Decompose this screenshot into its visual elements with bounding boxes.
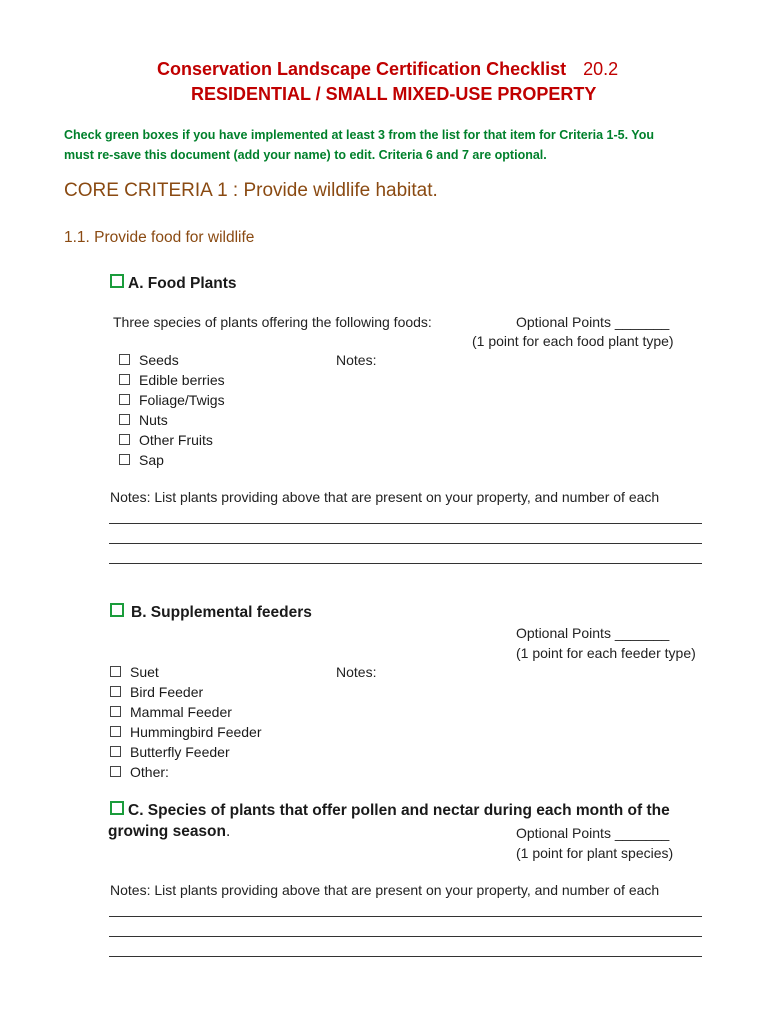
list-item[interactable] — [110, 682, 262, 702]
checkbox[interactable] — [119, 354, 130, 365]
checkbox[interactable] — [119, 374, 130, 385]
list-item[interactable] — [119, 350, 225, 370]
list-item-label: Edible berries — [139, 372, 225, 388]
list-item-label: Bird Feeder — [130, 684, 204, 700]
checkbox[interactable] — [110, 726, 121, 737]
section-b-checkbox[interactable] — [110, 603, 124, 617]
section-b-heading-row[interactable] — [110, 603, 312, 622]
checkbox[interactable] — [119, 414, 130, 425]
document-title-row — [157, 59, 618, 80]
list-item[interactable] — [119, 370, 225, 390]
list-item[interactable] — [119, 390, 225, 410]
list-item-label: Other Fruits — [139, 432, 213, 448]
list-item[interactable] — [119, 410, 225, 430]
list-item-label: Mammal Feeder — [130, 704, 232, 720]
notes-line[interactable] — [109, 563, 702, 564]
section-a-heading-row[interactable] — [110, 274, 237, 293]
subsection-heading: 1.1. Provide food for wildlife — [64, 229, 255, 246]
list-item[interactable] — [110, 702, 262, 722]
list-item-label: Nuts — [139, 412, 168, 428]
section-c-optional-points: Optional Points _______ — [516, 825, 670, 841]
instructions-line-2: must re-save this document (add your name) to edit. Criteria 6 and 7 are optional. — [64, 148, 547, 162]
section-a-checkbox[interactable] — [110, 274, 124, 288]
section-a-heading: A. Food Plants — [128, 275, 237, 292]
section-b-feeder-list — [110, 662, 262, 782]
checkbox[interactable] — [110, 686, 121, 697]
notes-line[interactable] — [109, 936, 702, 937]
list-item-label: Other: — [130, 764, 169, 780]
list-item-label: Foliage/Twigs — [139, 392, 225, 408]
document-version: 20.2 — [583, 59, 619, 79]
list-item[interactable] — [119, 430, 225, 450]
checkbox[interactable] — [110, 766, 121, 777]
section-c-checkbox[interactable] — [110, 801, 124, 815]
document-title: Conservation Landscape Certification Checklist — [157, 59, 567, 79]
section-b-heading: B. Supplemental feeders — [131, 604, 312, 621]
notes-line[interactable] — [109, 543, 702, 544]
checkbox[interactable] — [119, 454, 130, 465]
section-a-food-list — [119, 350, 225, 470]
notes-line[interactable] — [109, 956, 702, 957]
list-item-label: Seeds — [139, 352, 179, 368]
section-c-heading-cont: growing season — [108, 823, 226, 840]
list-item-label: Hummingbird Feeder — [130, 724, 262, 740]
notes-line[interactable] — [109, 523, 702, 524]
section-a-notes-label: Notes: — [336, 352, 377, 368]
section-a-points-note: (1 point for each food plant type) — [472, 333, 674, 349]
notes-line[interactable] — [109, 916, 702, 917]
checkbox[interactable] — [119, 434, 130, 445]
section-a-optional-points: Optional Points _______ — [516, 314, 670, 330]
checkbox[interactable] — [110, 666, 121, 677]
list-item-label: Suet — [130, 664, 159, 680]
section-c-heading-line-2 — [108, 823, 230, 841]
list-item[interactable] — [110, 722, 262, 742]
section-c-heading: C. Species of plants that offer pollen and nectar during each month of the — [128, 802, 670, 819]
core-criteria-heading: CORE CRITERIA 1 : Provide wildlife habitat. — [64, 180, 438, 201]
list-item[interactable] — [110, 742, 262, 762]
section-c-heading-period: . — [226, 823, 231, 840]
list-item-label: Sap — [139, 452, 164, 468]
list-item-label: Butterfly Feeder — [130, 744, 230, 760]
section-b-optional-points: Optional Points _______ — [516, 625, 670, 641]
section-b-points-note: (1 point for each feeder type) — [516, 645, 696, 661]
section-c-heading-row[interactable] — [110, 801, 670, 820]
list-item[interactable] — [110, 662, 262, 682]
checkbox[interactable] — [119, 394, 130, 405]
checkbox[interactable] — [110, 706, 121, 717]
list-item[interactable] — [110, 762, 262, 782]
checkbox[interactable] — [110, 746, 121, 757]
section-c-list-notes: Notes: List plants providing above that are present on your property, and number of each — [110, 882, 660, 898]
section-b-notes-label: Notes: — [336, 664, 377, 680]
instructions-line-1: Check green boxes if you have implemented at least 3 from the list for that item for Criteria 1-5. You — [64, 128, 654, 142]
section-a-list-notes: Notes: List plants providing above that are present on your property, and number of each — [110, 489, 660, 505]
section-c-points-note: (1 point for plant species) — [516, 845, 674, 861]
document-subtitle: RESIDENTIAL / SMALL MIXED-USE PROPERTY — [191, 84, 597, 104]
section-a-intro: Three species of plants offering the following foods: — [113, 314, 432, 330]
list-item[interactable] — [119, 450, 225, 470]
